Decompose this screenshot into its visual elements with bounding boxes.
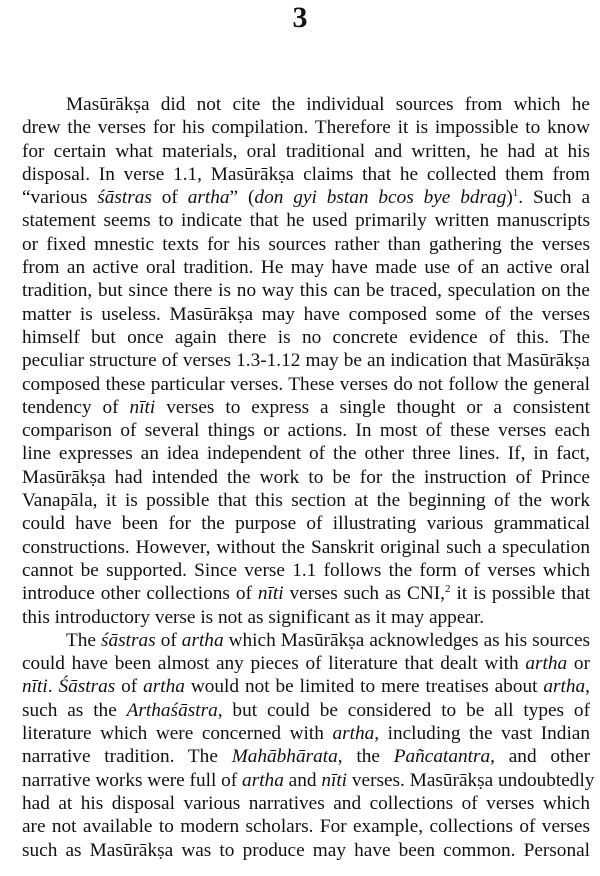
- text-line: [22, 769, 595, 792]
- text-run: ” (: [229, 187, 255, 209]
- text-run: ): [506, 187, 513, 209]
- text-run: .: [47, 676, 59, 698]
- text-run: are not available to modern scholars. For example, collections of verses: [22, 816, 590, 838]
- text-run: narrative works were full of: [22, 769, 243, 791]
- text-run: constructions. However, without the Sanskrit original such a speculation: [22, 536, 590, 558]
- text-line: [22, 233, 590, 256]
- italic-term: artha: [543, 676, 586, 698]
- text-run: himself but once again there is no concrete evidence of this. The: [22, 326, 590, 348]
- text-line: [22, 442, 590, 465]
- text-run: “various: [22, 187, 98, 209]
- italic-term: nīti: [22, 676, 48, 698]
- text-run: verses such as CNI,: [283, 583, 445, 605]
- text-run: could have been almost any pieces of literature that dealt with: [22, 653, 526, 675]
- body-text: [22, 93, 595, 862]
- text-run: tradition, but since there is no way this can be traced, speculation on the: [22, 280, 590, 302]
- text-line: [22, 419, 590, 442]
- text-run: narrative tradition. The: [22, 746, 232, 768]
- italic-term: artha: [242, 769, 284, 791]
- text-run: from an active oral tradition. He may have made use of an active oral: [22, 257, 590, 279]
- text-run: literature which were concerned with: [22, 723, 333, 745]
- text-line: [22, 326, 590, 349]
- text-line: [22, 349, 590, 372]
- text-line: [22, 279, 590, 302]
- text-run: ,: [585, 676, 590, 698]
- text-run: , including the vast Indian: [374, 723, 591, 745]
- text-line: [22, 559, 590, 582]
- text-run: peculiar structure of verses 1.3-1.12 may be an indication that Masūrākṣa: [22, 350, 590, 372]
- text-run: and: [283, 769, 322, 791]
- text-line: [22, 396, 590, 419]
- text-run: statement seems to indicate that he used primarily written manuscripts: [22, 210, 590, 232]
- italic-term: Mahābhārata: [231, 746, 338, 768]
- text-line: [22, 629, 590, 652]
- text-run: The: [66, 629, 102, 651]
- text-run: disposal. In verse 1.1, Masūrākṣa claims that he collected them from: [22, 163, 590, 185]
- footnote-marker: 1: [512, 187, 519, 200]
- text-run: , and other: [490, 746, 590, 768]
- text-line: [22, 792, 590, 815]
- italic-term: artha: [143, 676, 185, 698]
- text-run: comparison of several things or actions. In most of these verses each: [22, 420, 590, 442]
- text-run: . Such a: [518, 187, 591, 209]
- text-line: [22, 466, 590, 489]
- text-run: such as the: [22, 699, 127, 721]
- italic-term: Pañcatantra: [393, 746, 491, 768]
- italic-term: artha: [525, 653, 568, 675]
- italic-term: nīti: [129, 396, 156, 418]
- text-run: verses. Masūrākṣa undoubtedly: [347, 769, 595, 791]
- text-line: [22, 536, 590, 559]
- text-run: or: [567, 653, 590, 675]
- text-line: [22, 186, 590, 209]
- italic-term: Śāstras: [58, 676, 116, 698]
- text-run: it is possible that: [450, 583, 590, 605]
- text-run: verses to express a single thought or a consistent: [155, 396, 591, 418]
- text-run: , but could be considered to be all types of: [217, 699, 590, 721]
- italic-term: nīti: [257, 583, 284, 605]
- text-line: [22, 303, 590, 326]
- italic-term: artha: [181, 629, 224, 651]
- text-line: [22, 163, 590, 186]
- text-run: introduce other collections of: [22, 583, 258, 605]
- text-run: composed these particular verses. These verses do not follow the general: [22, 373, 590, 395]
- italic-term: artha: [187, 187, 230, 209]
- text-line: [22, 93, 590, 116]
- text-run: would not be limited to mere treatises about: [184, 676, 544, 698]
- text-line: [22, 745, 590, 768]
- text-run: which Masūrākṣa acknowledges as his sources: [223, 629, 591, 651]
- italic-term: śāstras: [101, 629, 156, 651]
- text-run: had at his disposal various narratives and collections of verses which: [22, 792, 590, 814]
- text-run: line expresses an idea independent of the other three lines. If, in fact,: [22, 443, 590, 465]
- text-line: [22, 489, 590, 512]
- text-line: [22, 815, 590, 838]
- text-run: , the: [337, 746, 394, 768]
- italic-term: artha: [332, 723, 375, 745]
- text-line: [22, 582, 590, 605]
- text-line: [22, 606, 590, 629]
- text-run: for certain what materials, oral traditional and written, he had at his: [22, 140, 590, 162]
- text-run: drew the verses for his compilation. Therefore it is impossible to know: [22, 117, 590, 139]
- text-line: [22, 839, 590, 862]
- text-line: [22, 722, 590, 745]
- text-run: cannot be supported. Since verse 1.1 follows the form of verses which: [22, 559, 590, 581]
- text-line: [22, 140, 590, 163]
- text-run: Vanapāla, it is possible that this section at the beginning of the work: [22, 490, 590, 512]
- text-line: [22, 256, 590, 279]
- italic-term: don gyi bstan bcos bye bdrag: [254, 187, 507, 209]
- text-run: of: [155, 629, 182, 651]
- text-line: [22, 675, 590, 698]
- italic-term: nīti: [321, 769, 348, 791]
- footnote-marker: 2: [445, 583, 451, 596]
- text-run: this introductory verse is not as significant as it may appear.: [22, 606, 485, 628]
- text-run: of: [151, 187, 188, 209]
- text-run: Masūrākṣa had intended the work to be for the instruction of Prince: [22, 466, 590, 488]
- text-run: of: [115, 676, 144, 698]
- italic-term: śāstras: [97, 187, 152, 209]
- text-run: tendency of: [22, 396, 130, 418]
- text-line: [22, 209, 590, 232]
- text-run: such as Masūrākṣa was to produce may have been common. Personal: [22, 839, 590, 861]
- italic-term: Arthaśāstra: [126, 699, 218, 721]
- text-line: [22, 699, 590, 722]
- text-line: [22, 512, 590, 535]
- text-run: matter is useless. Masūrākṣa may have composed some of the verses: [22, 303, 590, 325]
- text-line: [22, 373, 590, 396]
- text-run: Masūrākṣa did not cite the individual sources from which he: [66, 94, 590, 115]
- text-line: [22, 652, 590, 675]
- text-run: or fixed mnestic texts for his sources rather than gathering the verses: [22, 233, 590, 255]
- text-run: could have been for the purpose of illustrating various grammatical: [22, 513, 590, 535]
- page-number: 3: [292, 1, 308, 34]
- text-line: [22, 116, 590, 139]
